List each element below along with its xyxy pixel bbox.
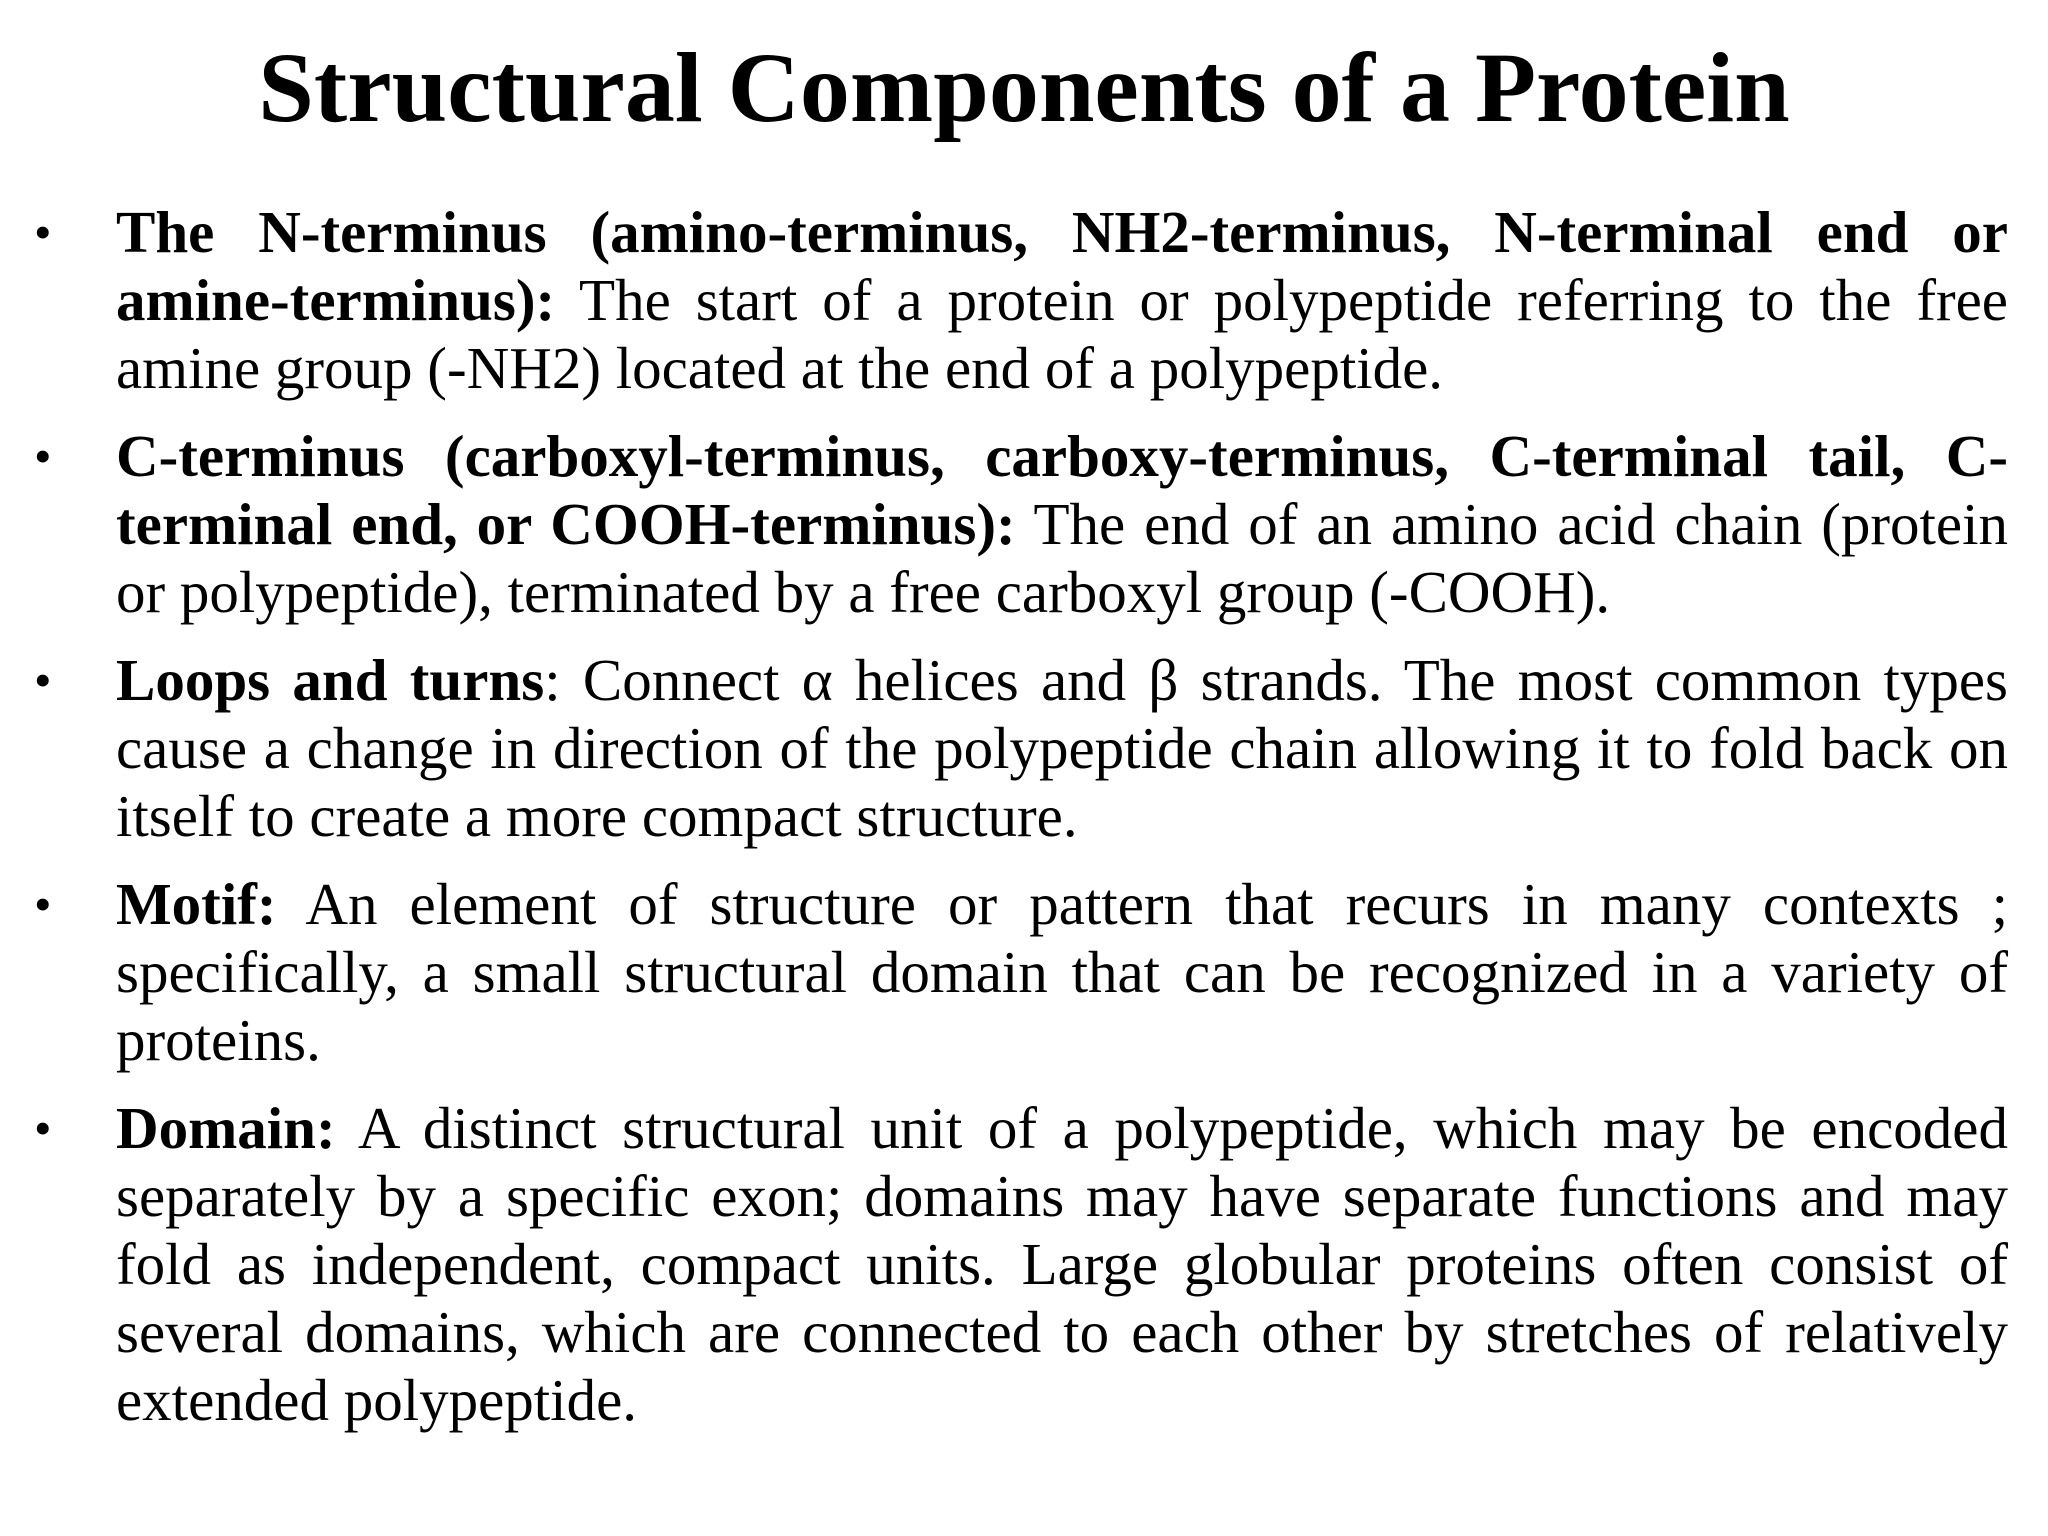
bullet-icon: • bbox=[34, 204, 52, 260]
bullet-list bbox=[0, 198, 2048, 1454]
bullet-icon: • bbox=[34, 1100, 52, 1156]
slide-title: Structural Components of a Protein bbox=[258, 32, 1790, 143]
term-n-terminus: The N-terminus (amino-terminus, NH2-terminus, N-terminal end or amine-terminus): bbox=[116, 199, 2008, 333]
term-motif: Motif: bbox=[116, 871, 277, 937]
term-separator: : bbox=[544, 647, 561, 713]
definition-loops-and-turns: Connect α helices and β strands. The most common types cause a change in direction of the polypeptide chain allowing it to fold back on itself to create a more compact structure. bbox=[116, 647, 2008, 849]
bullet-item-loops-and-turns bbox=[0, 646, 2028, 850]
definition-c-terminus: The end of an amino acid chain (protein or polypeptide), terminated by a free carboxyl group (-COOH). bbox=[116, 491, 2009, 625]
bullet-icon: • bbox=[34, 428, 52, 484]
bullet-item-domain bbox=[0, 1094, 2028, 1434]
term-c-terminus: C-terminus (carboxyl-terminus, carboxy-terminus, C-terminal tail, C-terminal end, or COOH-terminus): bbox=[116, 423, 2008, 557]
bullet-icon: • bbox=[34, 652, 52, 708]
bullet-item-motif bbox=[0, 870, 2028, 1074]
bullet-icon: • bbox=[34, 876, 52, 932]
definition-n-terminus: The start of a protein or polypeptide referring to the free amine group (-NH2) located at the end of a polypeptide. bbox=[116, 267, 2008, 401]
term-domain: Domain: bbox=[116, 1095, 336, 1161]
term-loops-and-turns: Loops and turns bbox=[116, 647, 545, 713]
bullet-item-c-terminus bbox=[0, 422, 2028, 626]
definition-domain: A distinct structural unit of a polypeptide, which may be encoded separately by a specific exon; domains may have separate functions and may fold as independent, compact units. Large globular proteins often consist of several domains, which are connected to each other by stretches of relatively extended polypeptide. bbox=[116, 1095, 2008, 1433]
bullet-item-n-terminus bbox=[0, 198, 2028, 402]
definition-motif: An element of structure or pattern that recurs in many contexts ; specifically, a small structural domain that can be recognized in a variety of proteins. bbox=[116, 871, 2008, 1073]
